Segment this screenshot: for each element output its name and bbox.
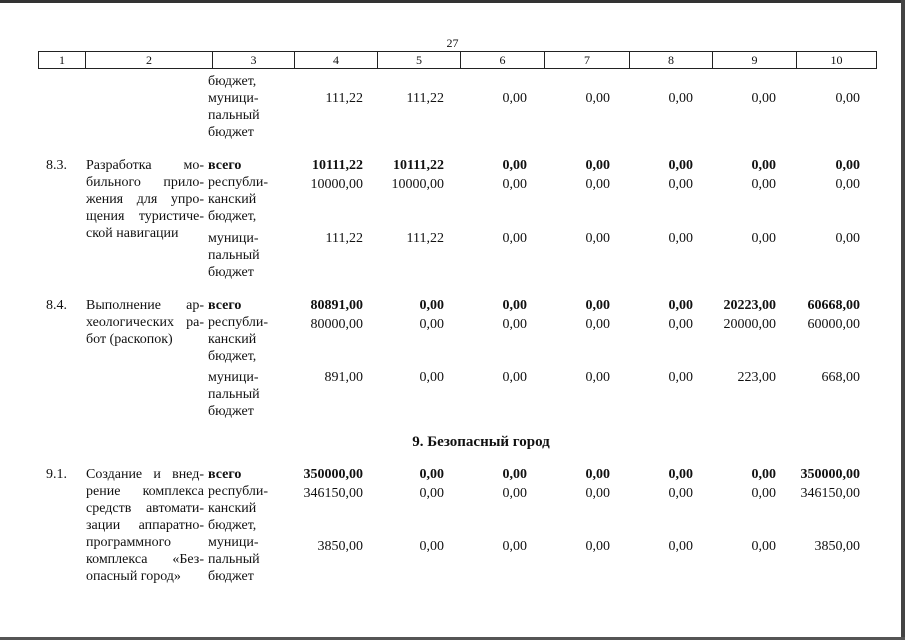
col-header-1: 1 [39, 52, 86, 69]
cell-col5-rep: 0,00 [419, 486, 444, 501]
cell-col6-total: 0,00 [502, 298, 527, 313]
page-number: 27 [446, 36, 459, 50]
cell-col8-mun: 0,00 [668, 370, 693, 385]
col-header-6: 6 [461, 52, 545, 69]
cell-col6-mun: 0,00 [502, 231, 527, 246]
cell-col8-mun: 0,00 [668, 539, 693, 554]
funding-source-line: бюджет, [208, 209, 257, 224]
cell-col7-rep: 0,00 [585, 177, 610, 192]
section-heading: 9. Безопасный город [412, 434, 550, 450]
measure-name-line: хеологических ра- [86, 315, 204, 330]
funding-source-line: бюджет [208, 125, 254, 140]
col-header-7: 7 [545, 52, 630, 69]
cell-col6: 0,00 [502, 91, 527, 106]
cell-col6-total: 0,00 [502, 467, 527, 482]
cell-col8-rep: 0,00 [668, 317, 693, 332]
funding-source-line: пальный [208, 108, 260, 123]
col-header-10: 10 [797, 52, 877, 69]
row-number: 9.1. [46, 467, 67, 482]
cell-col4-total: 80891,00 [310, 298, 363, 313]
measure-name-line: бильного прило- [86, 175, 204, 190]
cell-col5-total: 10111,22 [393, 158, 444, 173]
cell-col10-rep: 0,00 [835, 177, 860, 192]
col-header-5: 5 [378, 52, 461, 69]
cell-col6-mun: 0,00 [502, 370, 527, 385]
cell-col7-mun: 0,00 [585, 231, 610, 246]
funding-source-line: бюджет, [208, 349, 257, 364]
cell-col10-mun: 3850,00 [814, 539, 860, 554]
col-header-4: 4 [295, 52, 378, 69]
cell-col10-total: 350000,00 [800, 467, 860, 482]
cell-col8: 0,00 [668, 91, 693, 106]
cell-col7-rep: 0,00 [585, 486, 610, 501]
cell-col6-rep: 0,00 [502, 317, 527, 332]
measure-name-line: жения для упро- [86, 192, 204, 207]
cell-col7-total: 0,00 [585, 158, 610, 173]
cell-col6-total: 0,00 [502, 158, 527, 173]
funding-source-line: бюджет [208, 265, 254, 280]
measure-name-line: программного [86, 535, 172, 550]
cell-col7-mun: 0,00 [585, 539, 610, 554]
cell-col8-rep: 0,00 [668, 177, 693, 192]
cell-col6-rep: 0,00 [502, 177, 527, 192]
funding-source-line: канский [208, 501, 257, 516]
funding-source-line: бюджет [208, 404, 254, 419]
funding-source-line: бюджет [208, 569, 254, 584]
funding-source-line: муници- [208, 231, 259, 246]
cell-col5-mun: 111,22 [406, 231, 444, 246]
cell-col4-rep: 80000,00 [310, 317, 363, 332]
funding-source-line: пальный [208, 248, 260, 263]
funding-source-line: республи- [208, 484, 268, 499]
cell-col9: 0,00 [751, 91, 776, 106]
cell-col9-total: 20223,00 [723, 298, 776, 313]
scan-edge-top [0, 0, 905, 3]
cell-col8-mun: 0,00 [668, 231, 693, 246]
scan-edge-right [901, 0, 905, 640]
cell-col7: 0,00 [585, 91, 610, 106]
measure-name-line: бот (раскопок) [86, 332, 173, 347]
col-header-9: 9 [713, 52, 797, 69]
funding-source-line: бюджет, [208, 74, 257, 89]
cell-col5-total: 0,00 [419, 298, 444, 313]
cell-col9-rep: 20000,00 [723, 317, 776, 332]
cell-col5-total: 0,00 [419, 467, 444, 482]
measure-name-line: опасный город» [86, 569, 181, 584]
funding-source-line: республи- [208, 315, 268, 330]
cell-col7-mun: 0,00 [585, 370, 610, 385]
cell-col4-mun: 3850,00 [317, 539, 363, 554]
row-number: 8.3. [46, 158, 67, 173]
measure-name-line: Разработка мо- [86, 158, 204, 173]
cell-col9-total: 0,00 [751, 158, 776, 173]
cell-col9-mun: 0,00 [751, 231, 776, 246]
cell-col4-rep: 10000,00 [310, 177, 363, 192]
funding-source-line: пальный [208, 552, 260, 567]
measure-name-line: Выполнение ар- [86, 298, 204, 313]
cell-col4-rep: 346150,00 [303, 486, 363, 501]
cell-col5-rep: 0,00 [419, 317, 444, 332]
funding-source-total: всего [208, 158, 242, 173]
cell-col5-mun: 0,00 [419, 539, 444, 554]
cell-col8-total: 0,00 [668, 298, 693, 313]
funding-source-line: муници- [208, 370, 259, 385]
funding-source-total: всего [208, 298, 242, 313]
measure-name-line: комплекса «Без- [86, 552, 204, 567]
column-header-table [38, 51, 877, 69]
measure-name-line: Создание и внед- [86, 467, 204, 482]
cell-col4-mun: 891,00 [324, 370, 363, 385]
cell-col9-total: 0,00 [751, 467, 776, 482]
col-header-2: 2 [86, 52, 213, 69]
cell-col10-total: 0,00 [835, 158, 860, 173]
funding-source-line: канский [208, 332, 257, 347]
cell-col4-total: 10111,22 [312, 158, 363, 173]
cell-col5-mun: 0,00 [419, 370, 444, 385]
col-header-8: 8 [630, 52, 713, 69]
cell-col5-rep: 10000,00 [391, 177, 444, 192]
cell-col10: 0,00 [835, 91, 860, 106]
cell-col7-total: 0,00 [585, 298, 610, 313]
funding-source-total: всего [208, 467, 242, 482]
funding-source-line: муници- [208, 91, 259, 106]
measure-name-line: ской навигации [86, 226, 179, 241]
cell-col9-rep: 0,00 [751, 177, 776, 192]
cell-col9-rep: 0,00 [751, 486, 776, 501]
cell-col10-total: 60668,00 [807, 298, 860, 313]
col-header-3: 3 [213, 52, 295, 69]
cell-col6-rep: 0,00 [502, 486, 527, 501]
cell-col8-total: 0,00 [668, 467, 693, 482]
cell-col9-mun: 223,00 [737, 370, 776, 385]
funding-source-line: муници- [208, 535, 259, 550]
measure-name-line: рение комплекса [86, 484, 204, 499]
cell-col8-rep: 0,00 [668, 486, 693, 501]
funding-source-line: канский [208, 192, 257, 207]
cell-col10-rep: 346150,00 [800, 486, 860, 501]
measure-name-line: зации аппаратно- [86, 518, 204, 533]
measure-name-line: средств автомати- [86, 501, 204, 516]
cell-col10-mun: 668,00 [821, 370, 860, 385]
cell-col9-mun: 0,00 [751, 539, 776, 554]
cell-col4-mun: 111,22 [325, 231, 363, 246]
cell-col4: 111,22 [325, 91, 363, 106]
funding-source-line: республи- [208, 175, 268, 190]
funding-source-line: бюджет, [208, 518, 257, 533]
cell-col8-total: 0,00 [668, 158, 693, 173]
cell-col5: 111,22 [406, 91, 444, 106]
cell-col4-total: 350000,00 [303, 467, 363, 482]
cell-col10-mun: 0,00 [835, 231, 860, 246]
funding-source-line: пальный [208, 387, 260, 402]
cell-col10-rep: 60000,00 [807, 317, 860, 332]
row-number: 8.4. [46, 298, 67, 313]
cell-col7-rep: 0,00 [585, 317, 610, 332]
cell-col6-mun: 0,00 [502, 539, 527, 554]
measure-name-line: щения туристиче- [86, 209, 204, 224]
cell-col7-total: 0,00 [585, 467, 610, 482]
